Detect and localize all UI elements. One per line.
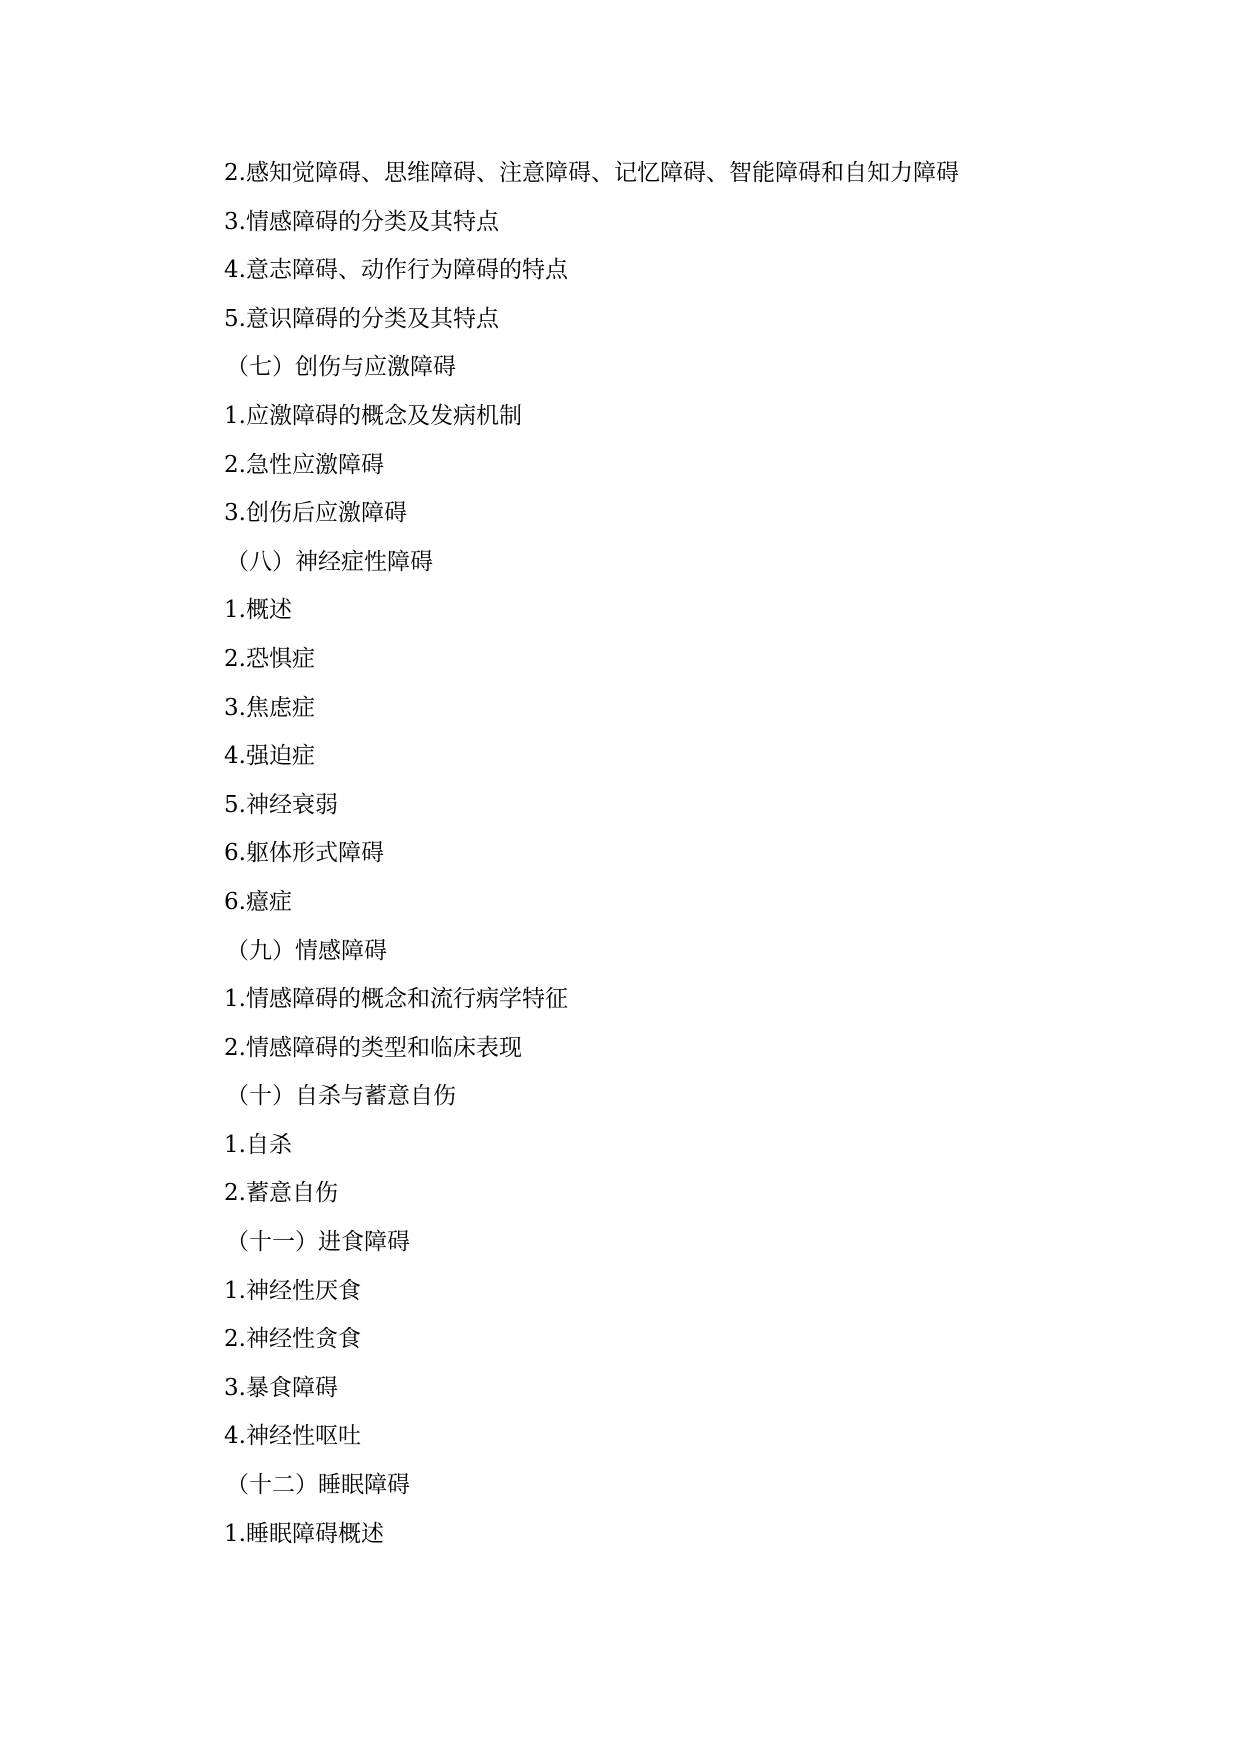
list-item: 4.神经性呕吐: [224, 1423, 361, 1450]
list-item: 6.癔症: [224, 888, 292, 915]
list-item: 2.恐惧症: [224, 645, 315, 672]
outline-list: [224, 154, 959, 1563]
section-heading: （十）自杀与蓄意自伤: [226, 1083, 456, 1110]
list-item: 1.神经性厌食: [224, 1277, 361, 1304]
list-item: 2.感知觉障碍、思维障碍、注意障碍、记忆障碍、智能障碍和自知力障碍: [224, 160, 959, 186]
list-item: 6.躯体形式障碍: [224, 840, 384, 867]
list-item: 4.强迫症: [224, 743, 315, 770]
section-heading: （九）情感障碍: [226, 937, 387, 964]
list-item: 1.概述: [224, 597, 292, 624]
list-item: 3.焦虑症: [224, 694, 315, 721]
list-item: 2.神经性贪食: [224, 1326, 361, 1353]
list-item: 4.意志障碍、动作行为障碍的特点: [224, 257, 568, 284]
list-item: 1.情感障碍的概念和流行病学特征: [224, 986, 568, 1013]
list-item: 1.应激障碍的概念及发病机制: [224, 402, 522, 429]
list-item: 3.情感障碍的分类及其特点: [224, 208, 499, 235]
section-heading: （七）创伤与应激障碍: [226, 354, 456, 381]
list-item: 5.神经衰弱: [224, 791, 338, 818]
section-heading: （十二）睡眠障碍: [226, 1472, 410, 1499]
section-heading: （十一）进食障碍: [226, 1229, 410, 1256]
list-item: 3.创伤后应激障碍: [224, 500, 407, 527]
list-item: 3.暴食障碍: [224, 1374, 338, 1401]
list-item: 1.睡眠障碍概述: [224, 1520, 384, 1547]
list-item: 2.蓄意自伤: [224, 1180, 338, 1207]
list-item: 2.情感障碍的类型和临床表现: [224, 1034, 522, 1061]
list-item: 1.自杀: [224, 1131, 292, 1158]
list-item: 2.急性应激障碍: [224, 451, 384, 478]
section-heading: （八）神经症性障碍: [226, 548, 433, 575]
list-item: 5.意识障碍的分类及其特点: [224, 305, 499, 332]
